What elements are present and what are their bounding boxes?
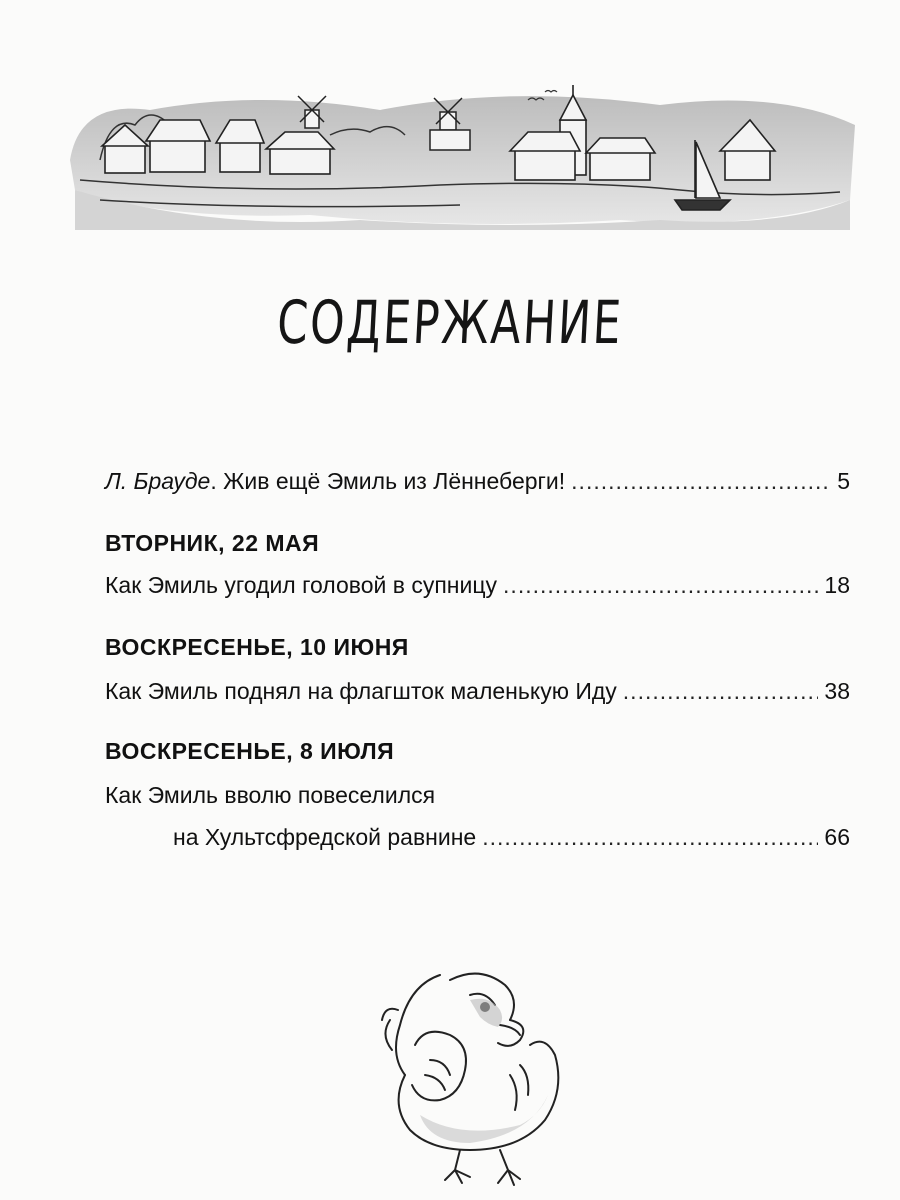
toc-entry[interactable] xyxy=(105,680,850,703)
page-number: 5 xyxy=(837,468,850,494)
entry-title: Как Эмиль угодил головой в супницу xyxy=(105,572,498,598)
entry-title-line1: Как Эмиль вволю повеселился xyxy=(105,782,436,808)
toc-entry[interactable] xyxy=(105,574,850,597)
toc-entry-intro[interactable] xyxy=(105,470,850,493)
hen-illustration xyxy=(370,965,590,1195)
section-heading: ВОСКРЕСЕНЬЕ, 10 ИЮНЯ xyxy=(105,634,409,660)
entry-title-line2: на Хультсфредской равнине xyxy=(173,824,477,850)
toc-entry[interactable] xyxy=(105,784,850,807)
leader-dots xyxy=(482,826,818,849)
page-title: СОДЕРЖАНИЕ xyxy=(275,289,625,358)
section-heading: ВОСКРЕСЕНЬЕ, 8 ИЮЛЯ xyxy=(105,738,395,764)
entry-title: Как Эмиль поднял на флагшток маленькую Иду xyxy=(105,678,617,704)
intro-title: . Жив ещё Эмиль из Лённеберги! xyxy=(210,468,566,494)
intro-author: Л. Брауде xyxy=(105,468,211,494)
page-number: 18 xyxy=(824,572,850,598)
leader-dots xyxy=(571,470,831,493)
leader-dots xyxy=(503,574,818,597)
leader-dots xyxy=(623,680,819,703)
toc-entry-continuation[interactable] xyxy=(105,826,850,849)
page-number: 38 xyxy=(824,678,850,704)
section-heading: ВТОРНИК, 22 МАЯ xyxy=(105,530,320,556)
village-landscape-illustration xyxy=(60,80,860,240)
page-number: 66 xyxy=(824,824,850,850)
